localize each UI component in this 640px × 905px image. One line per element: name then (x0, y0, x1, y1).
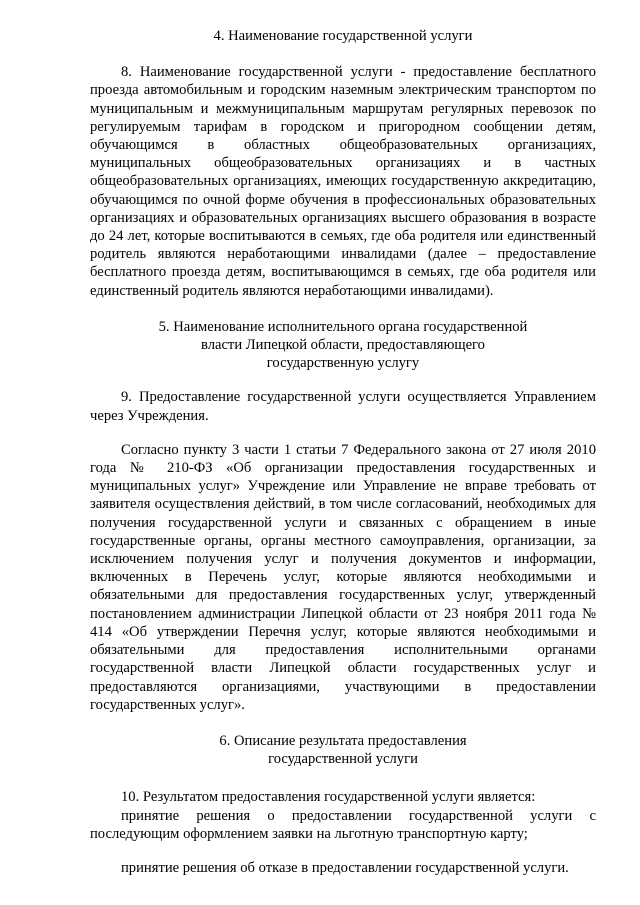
paragraph-10: 10. Результатом предоставления государственной услуги является: (121, 789, 536, 806)
paragraph-9: 9. Предоставление государственной услуги осуществляется Управлением через Учреждения. (90, 389, 596, 424)
section-4-heading: 4. Наименование государственной услуги (213, 28, 473, 44)
paragraph-10-item-refuse: принятие решения об отказе в предоставлении государственной услуги. (121, 859, 569, 876)
paragraph-8: 8. Наименование государственной услуги - предоставление бесплатного проезда автомобильным и городским наземным электрическим транспортом по муниципальным и межмуниципальным маршрутам регулярных перевозок по регулируемым тарифам в городском и пригородном сообщении детям, обучающимся в областных общеобразовательных организациях, муниципальных общеобразовательных организациях и в частных общеобразовательных организациях, имеющих государственную аккредитацию, обучающимся по очной форме обучения в профессиональных образовательных организациях и образовательных организациях высшего образования в возрасте до 24 лет, которые воспитываются в семьях, где оба родителя или единственный родитель являются неработающими инвалидами (далее – предоставление бесплатного проезда детям, воспитывающимся в семьях, где оба родителя или единственный родитель являются неработающими инвалидами). (90, 64, 596, 299)
section-6-heading-line-2: государственной услуги (268, 751, 418, 768)
paragraph-federal-law: Согласно пункту 3 части 1 статьи 7 Федерального закона от 27 июля 2010 года № 210-ФЗ «Об организации предоставления государственных и муниципальных услуг» Учреждение или Управление не вправе требовать от заявителя осуществления действий, в том числе согласований, необходимых для получения государственной услуги и связанных с обращением в иные государственные органы, органы местного самоуправления, организации, за исключением получения услуг и получения документов и информации, включенных в Перечень услуг, которые являются необходимыми и обязательными для предоставления государственных услуг, утвержденный постановлением администрации Липецкой области от 23 ноября 2011 года № 414 «Об утверждении Перечня услуг, которые являются необходимыми и обязательными для предоставления исполнительными органами государственной власти Липецкой области государственных услуг и предоставляются организациями, участвующими в предоставлении государственных услуг». (90, 441, 596, 713)
section-5-heading-line-3: государственную услугу (266, 355, 420, 372)
section-6-heading-line-1: 6. Описание результата предоставления (219, 732, 467, 749)
paragraph-10-item-grant: принятие решения о предоставлении государственной услуги с последующим оформлением заявки на льготную транспортную карту; (90, 807, 596, 842)
section-5-heading-line-2: власти Липецкой области, предоставляющего (201, 337, 485, 354)
document-page (90, 27, 596, 877)
section-5-heading-line-1: 5. Наименование исполнительного органа государственной (158, 318, 528, 335)
